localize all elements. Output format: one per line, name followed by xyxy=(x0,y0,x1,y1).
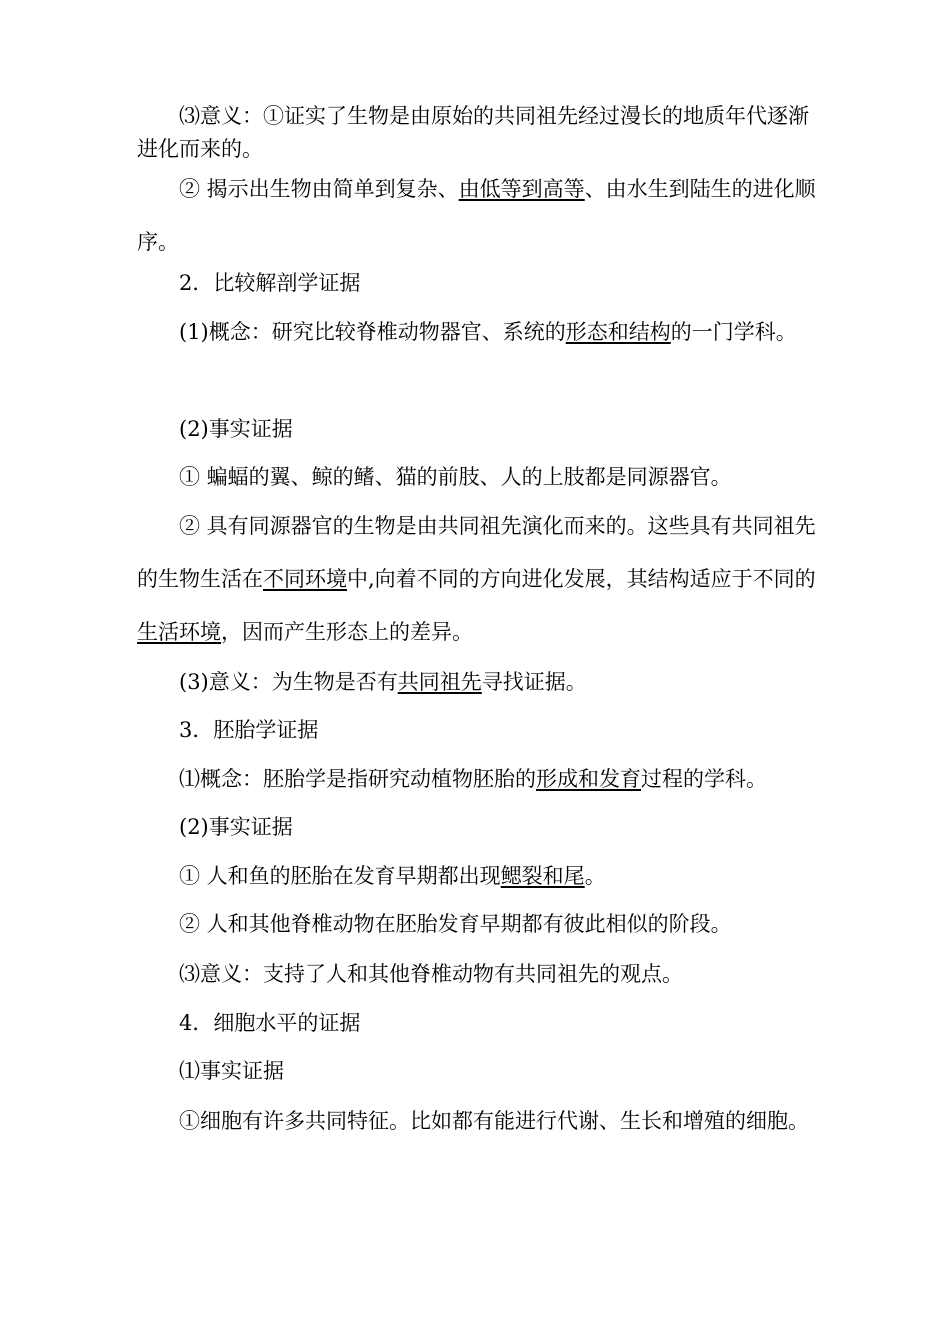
text-run: 。 xyxy=(584,864,606,888)
text-run: ⑶意义：①证实了生物是由原始的共同祖先经过漫长的地质年代逐渐进化而来的。 xyxy=(137,104,809,161)
text-run: ⑶意义：支持了人和其他脊椎动物有共同祖先的观点。 xyxy=(179,962,683,986)
paragraph-embryology-concept xyxy=(137,763,819,796)
heading-embryology xyxy=(137,714,819,747)
paragraph-anatomy-evidence-1 xyxy=(137,461,819,494)
heading-cell-level xyxy=(137,1007,819,1040)
text-run: (2)事实证据 xyxy=(179,417,293,441)
paragraph-embryology-significance xyxy=(137,958,819,991)
underlined-term: 共同祖先 xyxy=(397,670,482,694)
paragraph-significance-2 xyxy=(137,163,819,269)
underlined-term: 形成和发育 xyxy=(536,767,641,791)
underlined-term: 由低等到高等 xyxy=(458,177,585,201)
text-run: (1)概念：研究比较脊椎动物器官、系统的 xyxy=(179,320,566,344)
text-run: ② 人和其他脊椎动物在胚胎发育早期都有彼此相似的阶段。 xyxy=(179,912,732,936)
text-run: 、由水生到陆生的进化顺序。 xyxy=(137,177,816,254)
text-run: 寻找证据。 xyxy=(481,670,587,694)
underlined-term: 鳃裂和尾 xyxy=(500,864,585,888)
text-run: 4．细胞水平的证据 xyxy=(179,1011,361,1035)
paragraph-embryology-evidence-2 xyxy=(137,908,819,941)
underlined-term: 形态和结构 xyxy=(565,320,671,344)
paragraph-anatomy-evidence-title xyxy=(137,413,819,446)
text-run: ，因而产生形态上的差异。 xyxy=(221,620,473,644)
text-run: ①细胞有许多共同特征。比如都有能进行代谢、生长和增殖的细胞。 xyxy=(179,1109,809,1133)
text-run: ⑴事实证据 xyxy=(179,1059,284,1083)
paragraph-cell-evidence-1 xyxy=(137,1105,819,1138)
text-run: ① 人和鱼的胚胎在发育早期都出现 xyxy=(179,864,501,888)
paragraph-anatomy-significance xyxy=(137,666,819,699)
paragraph-significance-1 xyxy=(137,100,819,166)
text-run: (3)意义：为生物是否有 xyxy=(179,670,398,694)
text-run: ① 蝙蝠的翼、鲸的鳍、猫的前肢、人的上肢都是同源器官。 xyxy=(179,465,732,489)
text-run: 过程的学科。 xyxy=(641,767,767,791)
text-run: 3．胚胎学证据 xyxy=(179,718,319,742)
text-run: 2．比较解剖学证据 xyxy=(179,271,361,295)
paragraph-anatomy-concept xyxy=(137,306,819,359)
text-run: 中,向着不同的方向进化发展，其结构适应于不同的 xyxy=(347,567,816,591)
text-run: ② 具有同源器官的生物是由共同祖先演化而来的。这些具有共同祖先的生物生活在 xyxy=(137,514,816,591)
underlined-term: 生活环境 xyxy=(137,620,221,644)
paragraph-embryology-evidence-title xyxy=(137,811,819,844)
text-run: (2)事实证据 xyxy=(179,815,293,839)
paragraph-anatomy-evidence-2 xyxy=(137,500,819,659)
paragraph-embryology-evidence-1 xyxy=(137,860,819,893)
heading-comparative-anatomy xyxy=(137,267,819,300)
text-run: ② 揭示出生物由简单到复杂、 xyxy=(179,177,459,201)
underlined-term: 不同环境 xyxy=(263,567,347,591)
text-run: ⑴概念：胚胎学是指研究动植物胚胎的 xyxy=(179,767,536,791)
paragraph-cell-evidence-title xyxy=(137,1055,819,1088)
text-run: 的一门学科。 xyxy=(670,320,797,344)
